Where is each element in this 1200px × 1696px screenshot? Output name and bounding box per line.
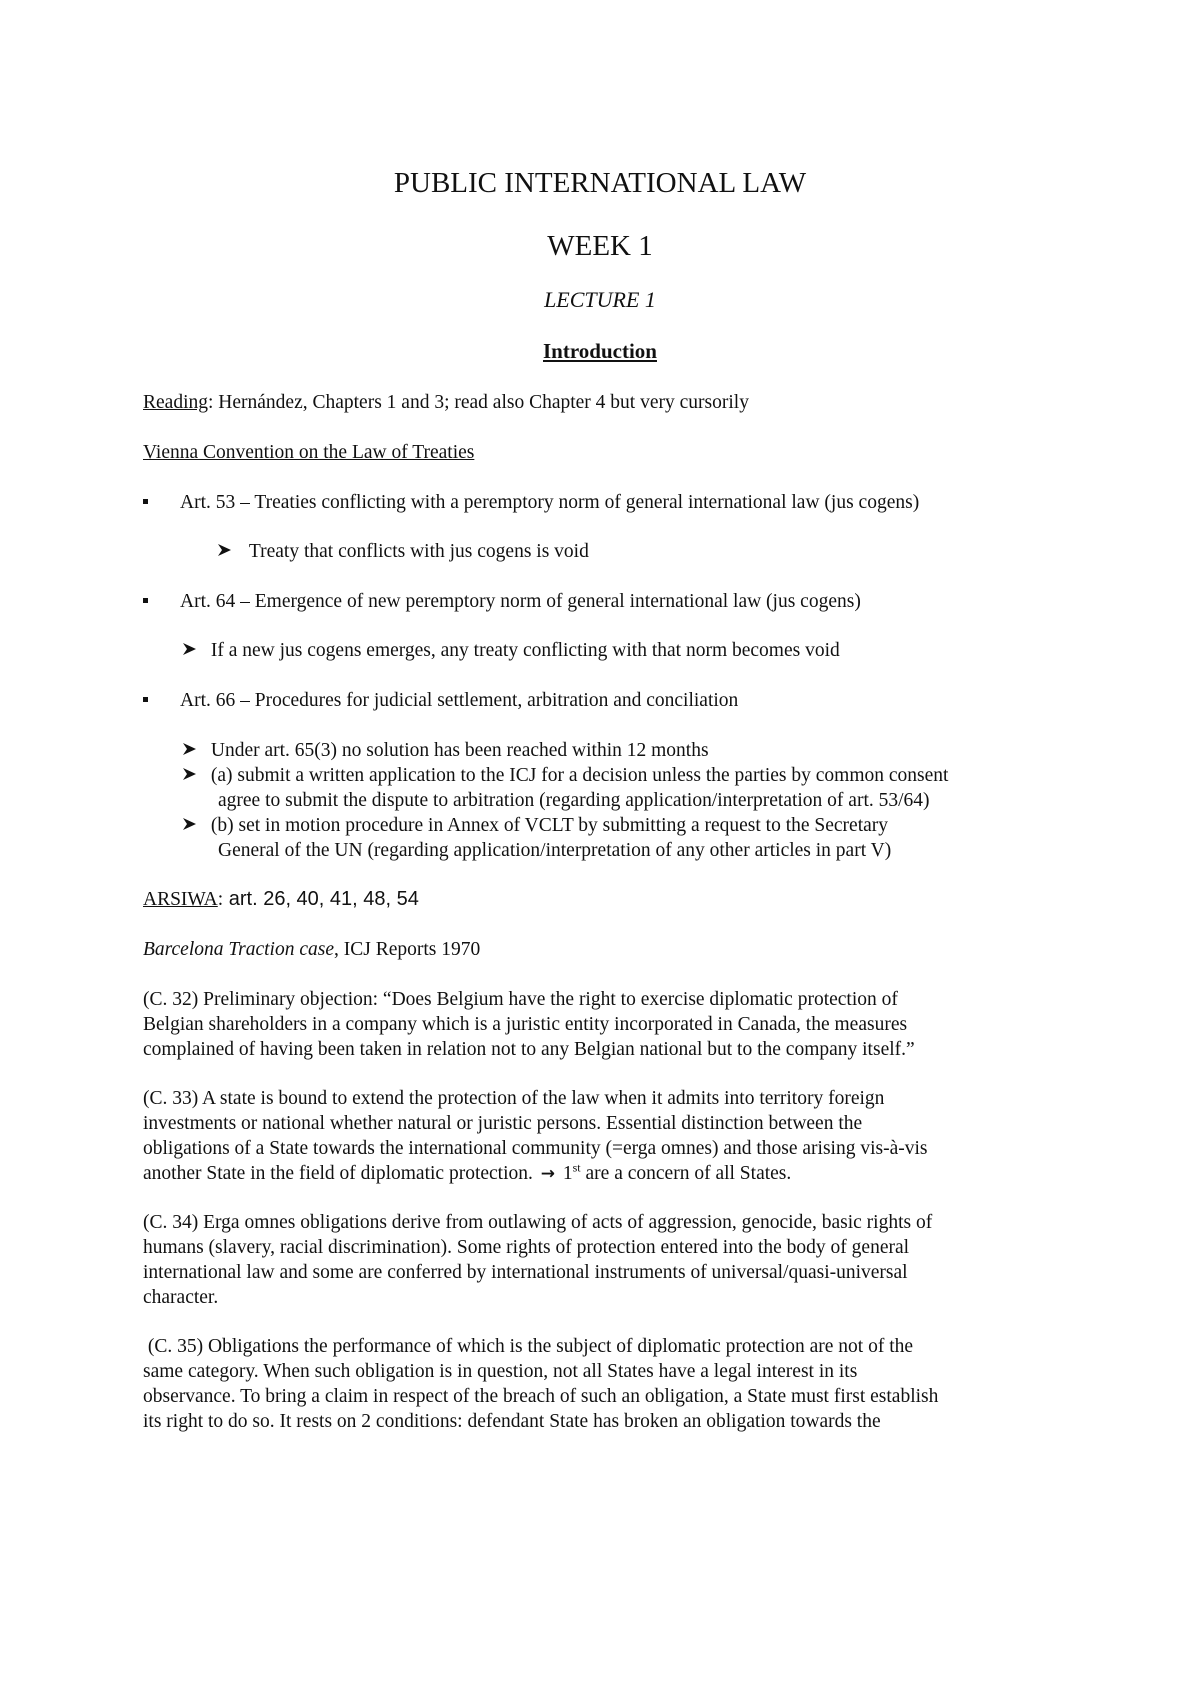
right-arrow-icon: → xyxy=(540,1164,556,1184)
reading-label: Reading xyxy=(143,392,208,413)
c34-line1: (C. 34) Erga omnes obligations derive from outlawing of acts of aggression, genocide, basic rights of xyxy=(143,1212,933,1233)
c35-line4: its right to do so. It rests on 2 conditions: defendant State has broken an obligation towards the xyxy=(143,1411,881,1432)
reading-line xyxy=(143,390,749,416)
c35-line2: same category. When such obligation is in question, not all States have a legal interest in its xyxy=(143,1361,858,1382)
c34-line4: character. xyxy=(143,1287,219,1308)
list-item-art64 xyxy=(143,589,861,615)
arrowhead-bullet-icon xyxy=(182,638,200,664)
c32-line3: complained of having been taken in relation not to any Belgian national but to the company itself.” xyxy=(143,1039,915,1060)
square-bullet-icon xyxy=(143,697,148,702)
art66-sub3-line1: (b) set in motion procedure in Annex of VCLT by submitting a request to the Secretary xyxy=(210,815,889,836)
sub-item-art53 xyxy=(217,539,589,565)
c33-line4-end: are a concern of all States. xyxy=(580,1163,792,1184)
art66-sub2-line2: agree to submit the dispute to arbitration (regarding application/interpretation of art. 53/64) xyxy=(218,790,930,811)
art66-text: Art. 66 – Procedures for judicial settlement, arbitration and conciliation xyxy=(180,690,739,711)
arrowhead-bullet-icon xyxy=(217,539,235,565)
c34-line2: humans (slavery, racial discrimination). Some rights of protection entered into the body of general xyxy=(143,1237,910,1258)
c33-ordinal-suffix: st xyxy=(572,1160,581,1175)
c34-line3: international law and some are conferred by international instruments of universal/quasi-universal xyxy=(143,1262,908,1283)
sub-item-art66-3 xyxy=(182,813,888,839)
arsiwa-label: ARSIWA xyxy=(143,889,218,910)
lecture-heading: LECTURE 1 xyxy=(544,287,656,312)
art64-text: Art. 64 – Emergence of new peremptory norm of general international law (jus cogens) xyxy=(180,591,861,612)
c32-line2: Belgian shareholders in a company which is a juristic entity incorporated in Canada, the measures xyxy=(143,1014,908,1035)
case-name: Barcelona Traction case xyxy=(143,939,335,960)
vclt-heading: Vienna Convention on the Law of Treaties xyxy=(143,442,475,463)
case-line xyxy=(143,937,480,963)
c33-line2: investments or national whether natural or juristic persons. Essential distinction between the xyxy=(143,1113,863,1134)
arrowhead-bullet-icon xyxy=(182,738,200,764)
art53-text: Art. 53 – Treaties conflicting with a peremptory norm of general international law (jus cogens) xyxy=(180,492,920,513)
c33-ordinal: 1 xyxy=(562,1163,573,1184)
week-heading: WEEK 1 xyxy=(547,230,653,262)
art66-sub1-text: Under art. 65(3) no solution has been reached within 12 months xyxy=(210,740,709,761)
c33-line1: (C. 33) A state is bound to extend the protection of the law when it admits into territory foreign xyxy=(143,1088,885,1109)
arrowhead-bullet-icon xyxy=(182,763,200,789)
square-bullet-icon xyxy=(143,499,148,504)
list-item-art53 xyxy=(143,490,920,516)
art64-sub-text: If a new jus cogens emerges, any treaty conflicting with that norm becomes void xyxy=(210,640,840,661)
c33-line4 xyxy=(143,1161,791,1187)
square-bullet-icon xyxy=(143,598,148,603)
c32-line1: (C. 32) Preliminary objection: “Does Belgium have the right to exercise diplomatic protection of xyxy=(143,989,898,1010)
list-item-art66 xyxy=(143,688,739,714)
sub-item-art66-1 xyxy=(182,738,709,764)
c33-line4-start: another State in the field of diplomatic protection. xyxy=(143,1163,533,1184)
arsiwa-articles: art. 26, 40, 41, 48, 54 xyxy=(223,888,419,910)
arsiwa-colon: : xyxy=(217,889,224,910)
reading-text: : Hernández, Chapters 1 and 3; read also Chapter 4 but very cursorily xyxy=(207,392,749,413)
arsiwa-line xyxy=(143,886,419,913)
art53-sub-text: Treaty that conflicts with jus cogens is void xyxy=(248,541,589,562)
art66-sub3-line2: General of the UN (regarding application/interpretation of any other articles in part V) xyxy=(218,840,892,861)
section-heading: Introduction xyxy=(543,339,657,363)
sub-item-art64 xyxy=(182,638,840,664)
c35-line1: (C. 35) Obligations the performance of which is the subject of diplomatic protection are not of the xyxy=(143,1336,914,1357)
case-reference: , ICJ Reports 1970 xyxy=(334,939,481,960)
art66-sub2-line1: (a) submit a written application to the ICJ for a decision unless the parties by common consent xyxy=(210,765,949,786)
document-title: PUBLIC INTERNATIONAL LAW xyxy=(393,167,807,199)
c35-line3: observance. To bring a claim in respect of the breach of such an obligation, a State must first establish xyxy=(143,1386,939,1407)
arrowhead-bullet-icon xyxy=(182,813,200,839)
sub-item-art66-2 xyxy=(182,763,948,789)
c33-line3: obligations of a State towards the international community (=erga omnes) and those arising vis-à-vis xyxy=(143,1138,928,1159)
